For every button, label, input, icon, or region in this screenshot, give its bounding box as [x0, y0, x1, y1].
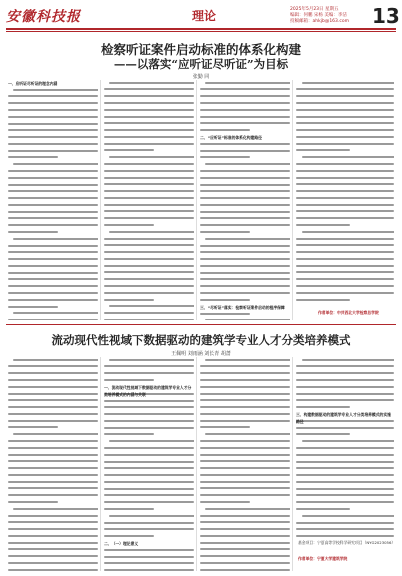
text-line: [8, 406, 98, 411]
text-line: [104, 88, 194, 93]
text-line: [296, 427, 394, 432]
text-line: [8, 190, 98, 195]
text-line: [200, 251, 290, 256]
text-line: [200, 265, 290, 270]
text-line: [296, 224, 394, 229]
text-line: [8, 184, 98, 189]
text-line: [296, 399, 394, 404]
text-line: [296, 265, 394, 270]
text-line: [104, 569, 194, 571]
text-line: [200, 143, 290, 148]
text-line: [296, 129, 394, 134]
text-line: [296, 190, 394, 195]
text-line: [8, 420, 98, 425]
text-line: [104, 501, 194, 506]
text-line: [200, 413, 290, 418]
section-title: 理论: [191, 9, 217, 23]
text-line: [200, 82, 290, 87]
text-line: [8, 535, 98, 540]
masthead-rule: [6, 28, 396, 30]
text-line: [8, 211, 98, 216]
text-line: [8, 372, 98, 377]
article1-title: 检察听证案件启动标准的体系化构建: [100, 42, 301, 57]
text-line: [296, 258, 394, 263]
text-line: [8, 569, 98, 571]
text-line: [8, 359, 98, 364]
text-line: [104, 244, 194, 249]
section-heading: 二、“应听证”标准的体系化构建路径: [200, 135, 262, 141]
text-line: [200, 95, 290, 100]
text-line: [104, 359, 194, 364]
text-line: [104, 400, 194, 405]
text-line: [104, 122, 194, 127]
masthead: [0, 0, 402, 34]
text-line: [104, 224, 194, 229]
text-line: [200, 460, 290, 465]
text-line: [200, 365, 290, 370]
text-line: [200, 184, 290, 189]
text-line: [8, 265, 98, 270]
text-line: [104, 481, 194, 486]
text-line: [104, 454, 194, 459]
text-line: [104, 238, 194, 243]
text-line: [200, 548, 290, 553]
section-heading: 一、流动现代性视域下数据驱动的建筑学专业人才分类培养模式的内涵与关联: [104, 385, 192, 398]
text-line: [8, 272, 98, 277]
article1-column-3: [200, 80, 290, 320]
text-line: [200, 474, 290, 479]
text-line: [200, 272, 290, 277]
text-line: [8, 481, 98, 486]
page-number: 13: [372, 4, 400, 28]
column-divider: [100, 357, 101, 571]
text-line: [296, 197, 394, 202]
text-line: [104, 177, 194, 182]
text-line: [200, 433, 290, 438]
text-line: [8, 177, 98, 182]
text-line: [200, 122, 290, 127]
text-line: [200, 116, 290, 121]
article2-column-3: [200, 357, 290, 571]
text-line: [104, 95, 194, 100]
section-heading: 二、（一）理论意义: [104, 541, 139, 547]
text-line: [200, 190, 290, 195]
text-line: [200, 224, 290, 229]
text-line: [8, 224, 98, 229]
text-line: [296, 386, 394, 391]
text-line: [200, 393, 290, 398]
text-line: [200, 88, 290, 93]
text-line: [8, 542, 98, 547]
text-line: [200, 562, 290, 567]
text-line: [200, 542, 290, 547]
text-line: [296, 102, 394, 107]
text-line: [200, 406, 290, 411]
article2-byline: 作者单位：宁夏大学建筑学院: [298, 556, 348, 561]
text-line: [296, 508, 394, 513]
text-line: [200, 555, 290, 560]
contact-email: 投稿邮箱：ahkjb@163.com: [290, 19, 349, 24]
text-line: [104, 156, 194, 161]
text-line: [104, 170, 194, 175]
text-line: [8, 454, 98, 459]
text-line: [296, 454, 394, 459]
text-line: [200, 238, 290, 243]
text-line: [8, 143, 98, 148]
text-line: [104, 467, 194, 472]
text-line: [200, 319, 290, 320]
text-line: [296, 501, 394, 506]
text-line: [200, 535, 290, 540]
text-line: [8, 515, 98, 520]
text-line: [296, 231, 394, 236]
text-line: [8, 285, 98, 290]
text-line: [296, 217, 394, 222]
text-line: [104, 299, 194, 304]
text-line: [296, 420, 394, 425]
text-line: [104, 278, 194, 283]
text-line: [8, 258, 98, 263]
text-line: [104, 413, 194, 418]
text-line: [200, 487, 290, 492]
text-line: [200, 515, 290, 520]
text-line: [200, 217, 290, 222]
text-line: [200, 454, 290, 459]
text-line: [8, 245, 98, 250]
text-line: [104, 197, 194, 202]
article-separator: [6, 324, 396, 325]
text-line: [104, 528, 194, 533]
text-line: [8, 508, 98, 513]
text-line: [200, 379, 290, 384]
text-line: [296, 494, 394, 499]
text-line: [200, 440, 290, 445]
text-line: [8, 460, 98, 465]
text-line: [200, 426, 290, 431]
text-line: [104, 372, 194, 377]
text-line: [104, 420, 194, 425]
text-line: [8, 116, 98, 121]
text-line: [296, 292, 394, 297]
text-line: [104, 494, 194, 499]
column-divider: [196, 357, 197, 571]
text-line: [296, 372, 394, 377]
text-line: [104, 102, 194, 107]
text-line: [8, 129, 98, 134]
column-divider: [100, 80, 101, 320]
text-line: [104, 292, 194, 297]
text-line: [8, 109, 98, 114]
column-divider: [292, 357, 293, 571]
text-line: [200, 292, 290, 297]
text-line: [296, 522, 394, 527]
text-line: [8, 413, 98, 418]
text-line: [296, 82, 394, 87]
article2-authors: 王佩明 刘雨涵 刘长青 胡蔷: [171, 351, 231, 357]
text-line: [200, 313, 290, 318]
text-line: [104, 488, 194, 493]
text-line: [104, 285, 194, 290]
text-line: [104, 143, 194, 148]
text-line: [296, 122, 394, 127]
text-line: [296, 116, 394, 121]
text-line: [296, 271, 394, 276]
text-line: [8, 467, 98, 472]
text-line: [8, 426, 98, 431]
text-line: [104, 204, 194, 209]
issue-info: [290, 7, 349, 25]
text-line: [8, 299, 98, 304]
text-line: [104, 136, 194, 141]
text-line: [8, 365, 98, 370]
text-line: [8, 433, 98, 438]
text-line: [200, 372, 290, 377]
text-line: [200, 467, 290, 472]
article1-column-2: [104, 80, 194, 320]
text-line: [200, 399, 290, 404]
text-line: [296, 488, 394, 493]
text-line: [8, 440, 98, 445]
text-line: [200, 231, 290, 236]
text-line: [8, 312, 98, 317]
article1-column-4: [296, 80, 394, 302]
text-line: [8, 548, 98, 553]
article2-column-4: [296, 357, 394, 537]
text-line: [8, 393, 98, 398]
text-line: [296, 359, 394, 364]
text-line: [296, 285, 394, 290]
text-line: [200, 204, 290, 209]
text-line: [296, 143, 394, 148]
text-line: [200, 521, 290, 526]
text-line: [8, 156, 98, 161]
text-line: [8, 204, 98, 209]
text-line: [296, 204, 394, 209]
text-line: [296, 299, 394, 302]
text-line: [296, 379, 394, 384]
text-line: [8, 278, 98, 283]
text-line: [8, 197, 98, 202]
text-line: [296, 109, 394, 114]
text-line: [8, 487, 98, 492]
text-line: [104, 163, 194, 168]
article1-subtitle: ——以落实“应听证尽听证”为目标: [113, 57, 289, 71]
text-line: [200, 569, 290, 571]
article2-column-1: [8, 357, 98, 571]
section-heading: 三、构建数据驱动的建筑学专业人才分类培养模式的实施路径: [296, 412, 391, 425]
text-line: [8, 474, 98, 479]
masthead-rule-thin: [6, 31, 396, 32]
text-line: [104, 447, 194, 452]
text-line: [8, 562, 98, 567]
fund-note: 基金项目：宁夏高等学校科学研究项目（NYG2023056）: [298, 540, 396, 545]
text-line: [200, 528, 290, 533]
text-line: [296, 238, 394, 243]
text-line: [296, 535, 394, 537]
article1-author: 张勤 同: [192, 74, 210, 80]
text-line: [8, 238, 98, 243]
text-line: [296, 163, 394, 168]
text-line: [200, 386, 290, 391]
text-line: [104, 515, 194, 520]
text-line: [200, 245, 290, 250]
text-line: [104, 82, 194, 87]
text-line: [8, 555, 98, 560]
text-line: [104, 129, 194, 134]
text-line: [8, 89, 98, 94]
text-line: [200, 501, 290, 506]
text-line: [296, 461, 394, 466]
text-line: [296, 440, 394, 445]
text-line: [296, 365, 394, 370]
text-line: [200, 420, 290, 425]
text-line: [104, 474, 194, 479]
text-line: [104, 440, 194, 445]
text-line: [104, 319, 194, 320]
text-line: [296, 95, 394, 100]
text-line: [8, 306, 98, 311]
text-line: [296, 393, 394, 398]
article1-column-1: [8, 80, 98, 320]
text-line: [200, 494, 290, 499]
text-line: [8, 386, 98, 391]
newspaper-logo: 安徽科技报: [6, 9, 81, 25]
text-line: [104, 406, 194, 411]
section-heading: 一、应听证尽听证的理念内涵: [8, 81, 58, 86]
text-line: [8, 292, 98, 297]
text-line: [200, 109, 290, 114]
article1-byline: 作者单位：中共西北大学检察总学院: [318, 310, 379, 315]
text-line: [200, 258, 290, 263]
text-line: [8, 123, 98, 128]
text-line: [104, 183, 194, 188]
text-line: [104, 522, 194, 527]
text-line: [296, 210, 394, 215]
text-line: [104, 562, 194, 567]
text-line: [200, 150, 290, 155]
text-line: [8, 150, 98, 155]
text-line: [296, 183, 394, 188]
text-line: [296, 170, 394, 175]
column-divider: [292, 80, 293, 320]
text-line: [296, 467, 394, 472]
text-line: [200, 156, 290, 161]
text-line: [104, 433, 194, 438]
text-line: [200, 285, 290, 290]
text-line: [200, 177, 290, 182]
text-line: [8, 251, 98, 256]
text-line: [8, 95, 98, 100]
article2-column-2: [104, 357, 194, 571]
text-line: [296, 474, 394, 479]
text-line: [8, 494, 98, 499]
section-heading: 三、“尽听证”落实：检察听证案件启动的程序保障: [200, 305, 285, 310]
text-line: [104, 190, 194, 195]
text-line: [8, 447, 98, 452]
text-line: [200, 447, 290, 452]
text-line: [104, 116, 194, 121]
text-line: [104, 365, 194, 370]
text-line: [104, 109, 194, 114]
editors: 编辑：何鹏 宋杨 美编：李洁: [290, 13, 347, 18]
text-line: [200, 197, 290, 202]
column-divider: [196, 80, 197, 320]
issue-date: 2025年5月23日 星期五: [290, 7, 339, 12]
text-line: [296, 88, 394, 93]
text-line: [104, 231, 194, 236]
text-line: [200, 211, 290, 216]
text-line: [8, 379, 98, 384]
text-line: [296, 244, 394, 249]
text-line: [8, 217, 98, 222]
text-line: [104, 210, 194, 215]
text-line: [8, 163, 98, 168]
text-line: [296, 251, 394, 256]
text-line: [104, 556, 194, 561]
text-line: [296, 433, 394, 438]
text-line: [296, 136, 394, 141]
text-line: [200, 102, 290, 107]
text-line: [296, 481, 394, 486]
text-line: [104, 251, 194, 256]
text-line: [104, 461, 194, 466]
text-line: [200, 163, 290, 168]
text-line: [8, 528, 98, 533]
text-line: [200, 278, 290, 283]
text-line: [104, 265, 194, 270]
text-line: [200, 170, 290, 175]
text-line: [8, 170, 98, 175]
text-line: [104, 312, 194, 317]
text-line: [8, 231, 98, 236]
text-line: [104, 427, 194, 432]
text-line: [104, 549, 194, 554]
text-line: [296, 447, 394, 452]
text-line: [8, 521, 98, 526]
text-line: [200, 359, 290, 364]
text-line: [296, 156, 394, 161]
text-line: [104, 217, 194, 222]
text-line: [296, 528, 394, 533]
text-line: [104, 149, 194, 154]
article2-title: 流动现代性视域下数据驱动的建筑学专业人才分类培养模式: [51, 333, 351, 347]
text-line: [8, 501, 98, 506]
text-line: [8, 136, 98, 141]
text-line: [296, 515, 394, 520]
text-line: [104, 258, 194, 263]
text-line: [296, 149, 394, 154]
text-line: [200, 481, 290, 486]
text-line: [296, 177, 394, 182]
text-line: [104, 305, 194, 310]
text-line: [104, 508, 194, 513]
text-line: [200, 508, 290, 513]
text-line: [8, 319, 98, 320]
text-line: [296, 278, 394, 283]
text-line: [104, 271, 194, 276]
text-line: [8, 102, 98, 107]
text-line: [8, 399, 98, 404]
